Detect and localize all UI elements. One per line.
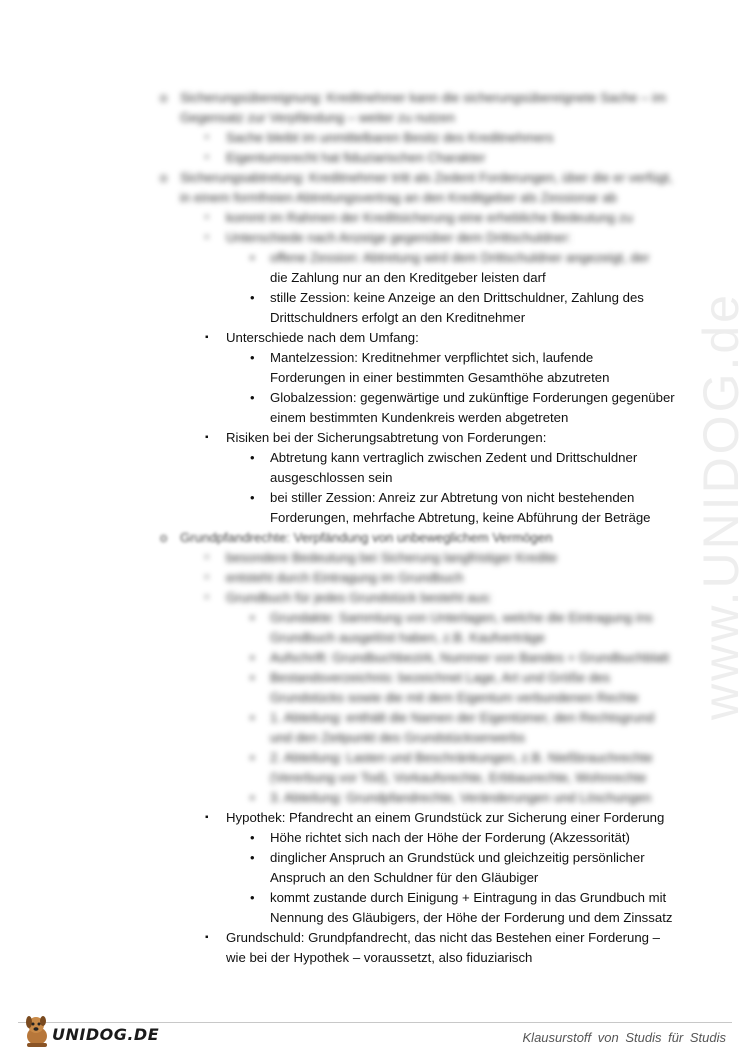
bullet-circle: o [160, 90, 168, 105]
text-line: Unterschiede nach dem Umfang: [226, 330, 419, 345]
bullet-square: ▪ [205, 212, 209, 223]
text-line: Grundpfandrechte: Verpfändung von unbeweglichem Vermögen [180, 530, 553, 545]
logo-text: UNIDOG.DE [52, 1025, 160, 1044]
bullet-square: ▪ [205, 432, 209, 443]
text-line: Bestandsverzeichnis: bezeichnet Lage, Art und Größe des [270, 670, 611, 685]
text-line: Grundbuch ausgelöst haben, z.B. Kaufverträge [270, 630, 545, 645]
bullet-dot: • [250, 350, 255, 365]
bullet-dot: • [250, 750, 255, 765]
text-line: Anspruch an den Schuldner für den Gläubiger [270, 870, 539, 885]
bullet-dot: • [250, 610, 255, 625]
text-line: entsteht durch Eintragung im Grundbuch [226, 570, 464, 585]
text-line: offene Zession: Abtretung wird dem Drittschuldner angezeigt, der [270, 250, 650, 265]
text-line: wie bei der Hypothek – voraussetzt, also fiduziarisch [226, 950, 533, 965]
text-line: Aufschrift: Grundbuchbezirk, Nummer von Bandes + Grundbuchblatt [270, 650, 670, 665]
text-line: Grundbuch für jedes Grundstück besteht aus: [226, 590, 493, 605]
bullet-dot: • [250, 650, 255, 665]
text-line: Hypothek: Pfandrecht an einem Grundstück zur Sicherung einer Forderung [226, 810, 665, 825]
text-line: stille Zession: keine Anzeige an den Drittschuldner, Zahlung des [270, 290, 644, 305]
text-line: die Zahlung nur an den Kreditgeber leisten darf [270, 270, 546, 285]
text-line: Abtretung kann vertraglich zwischen Zedent und Drittschuldner [270, 450, 638, 465]
bullet-square: ▪ [205, 812, 209, 823]
text-line: Forderungen in einer bestimmten Gesamthöhe abzutreten [270, 370, 610, 385]
bullet-dot: • [250, 290, 255, 305]
bullet-square: ▪ [205, 552, 209, 563]
text-line: Höhe richtet sich nach der Höhe der Forderung (Akzessorität) [270, 830, 630, 845]
bullet-circle: o [160, 530, 168, 545]
text-line: einem bestimmten Kundenkreis werden abgetreten [270, 410, 569, 425]
text-line: dinglicher Anspruch an Grundstück und gleichzeitig persönlicher [270, 850, 645, 865]
footer-divider [18, 1022, 732, 1023]
text-line: Sache bleibt im unmittelbaren Besitz des Kreditnehmers [226, 130, 554, 145]
bullet-square: ▪ [205, 132, 209, 143]
text-line: kommt im Rahmen der Kreditsicherung eine erhebliche Bedeutung zu [226, 210, 633, 225]
bullet-square: ▪ [205, 232, 209, 243]
text-line: kommt zustande durch Einigung + Eintragung in das Grundbuch mit [270, 890, 667, 905]
text-line: in einem formfreien Abtretungsvertrag an den Kreditgeber als Zessionar ab [180, 190, 617, 205]
text-line: Eigentumsrecht hat fiduziarischen Charakter [226, 150, 486, 165]
bullet-dot: • [250, 830, 255, 845]
text-line: und den Zeitpunkt des Grundstückserwerbs [270, 730, 526, 745]
footer-tagline: Klausurstoff von Studis für Studis [522, 1030, 726, 1045]
bullet-dot: • [250, 490, 255, 505]
text-line: Drittschuldners erfolgt an den Kreditnehmer [270, 310, 526, 325]
bullet-dot: • [250, 670, 255, 685]
text-line: besondere Bedeutung bei Sicherung langfristiger Kredite [226, 550, 558, 565]
text-line: ausgeschlossen sein [270, 470, 393, 485]
bullet-square: ▪ [205, 592, 209, 603]
text-line: Gegensatz zur Verpfändung – weiter zu nutzen [180, 110, 455, 125]
text-line: Grundschuld: Grundpfandrecht, das nicht das Bestehen einer Forderung – [226, 930, 660, 945]
dog-icon [24, 1014, 52, 1048]
bullet-dot: • [250, 710, 255, 725]
bullet-square: ▪ [205, 932, 209, 943]
text-line: 3. Abteilung: Grundpfandrechte, Veränderungen und Löschungen [270, 790, 652, 805]
text-line: bei stiller Zession: Anreiz zur Abtretung von nicht bestehenden [270, 490, 635, 505]
text-line: Grundstücks sowie die mit dem Eigentum verbundenen Rechte [270, 690, 639, 705]
bullet-circle: o [160, 170, 168, 185]
bullet-square: ▪ [205, 572, 209, 583]
text-line: Risiken bei der Sicherungsabtretung von Forderungen: [226, 430, 547, 445]
bullet-dot: • [250, 850, 255, 865]
bullet-square: ▪ [205, 332, 209, 343]
text-line: 1. Abteilung: enthält die Namen der Eigentümer, den Rechtsgrund [270, 710, 655, 725]
bullet-dot: • [250, 890, 255, 905]
bullet-square: ▪ [205, 152, 209, 163]
bullet-dot: • [250, 250, 255, 265]
text-line: Mantelzession: Kreditnehmer verpflichtet sich, laufende [270, 350, 594, 365]
text-line: Sicherungsübereignung: Kreditnehmer kann die sicherungsübereignete Sache – im [180, 90, 667, 105]
text-line: Grundakte: Sammlung von Unterlagen, welche die Eintragung ins [270, 610, 653, 625]
text-line: 2. Abteilung: Lasten und Beschränkungen, z.B. Nießbrauchrechte [270, 750, 653, 765]
text-line: Globalzession: gegenwärtige und zukünftige Forderungen gegenüber [270, 390, 675, 405]
text-line: Unterschiede nach Anzeige gegenüber dem Drittschuldner: [226, 230, 572, 245]
watermark: www.UNIDOG.de [693, 292, 749, 720]
bullet-dot: • [250, 790, 255, 805]
text-line: (Vererbung vor Tod), Vorkaufsrechte, Erbbaurechte, Wohnrechte [270, 770, 647, 785]
text-line: Sicherungsabtretung: Kreditnehmer tritt als Zedent Forderungen, über die er verfügt, [180, 170, 673, 185]
bullet-dot: • [250, 450, 255, 465]
bullet-dot: • [250, 390, 255, 405]
text-line: Nennung des Gläubigers, der Höhe der Forderung und dem Zinssatz [270, 910, 673, 925]
text-line: Forderungen, mehrfache Abtretung, keine Abführung der Beträge [270, 510, 651, 525]
